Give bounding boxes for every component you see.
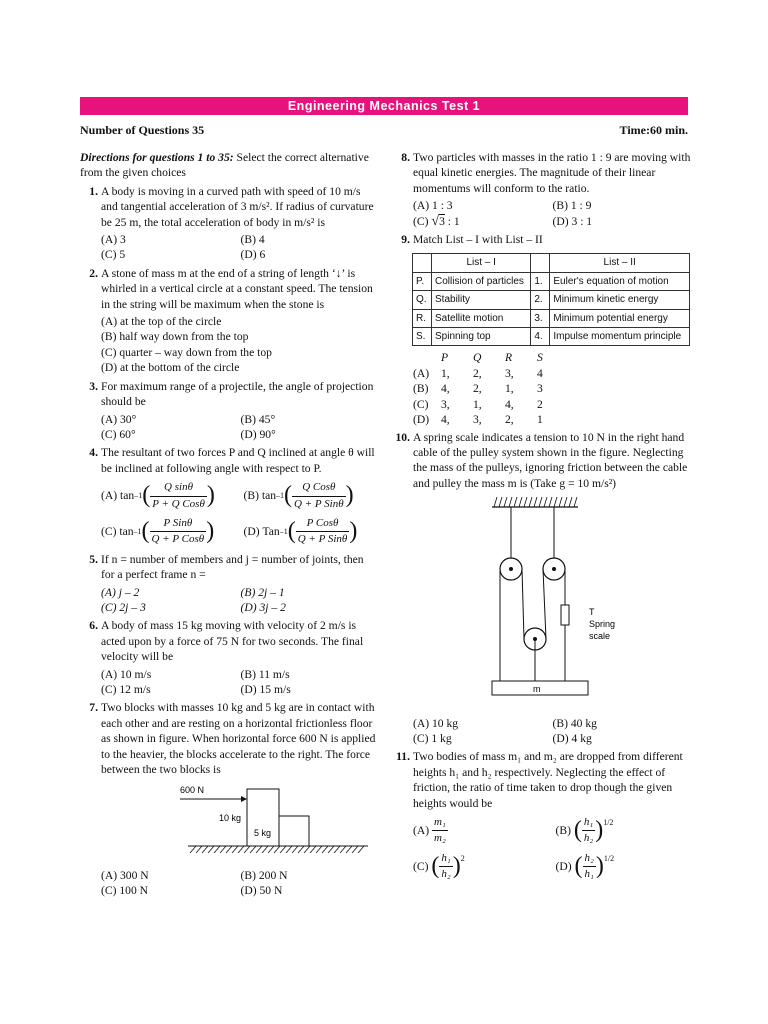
tension-label: T: [589, 607, 595, 618]
tan-label: tan: [119, 525, 134, 539]
option-b[interactable]: (B) ( $\frac{\text{h₁}}{\text{h₂}}$ ) $^{1/2}$: [556, 815, 693, 847]
spring-scale: [561, 605, 569, 625]
option-ratio: : 1: [447, 214, 460, 228]
denominator: h₂: [583, 832, 594, 845]
numerator: Q Cosθ: [292, 480, 346, 496]
match-table-header: [413, 254, 690, 272]
option-label: (C): [413, 859, 429, 873]
option-label: (D): [243, 525, 260, 539]
code-cell: 3,: [505, 366, 514, 380]
code-cell: 3,: [441, 397, 450, 411]
row-match: Minimum potential energy: [550, 309, 690, 327]
denominator: Q + P Cosθ: [151, 533, 205, 546]
option-d[interactable]: (D) Tan –1 ( $\frac{\text{P Cosθ}}{\text{Q + P Sinθ}}$ ): [244, 516, 381, 548]
option-c[interactable]: [413, 397, 692, 412]
block-5kg-label: 5 kg: [254, 828, 272, 839]
cable: [543, 569, 546, 639]
question-8: [392, 150, 692, 196]
option-b[interactable]: (B) 1 : 9: [552, 199, 592, 213]
question-3: [80, 379, 380, 410]
denominator: Q + P Sinθ: [294, 497, 344, 510]
exponent: 2: [460, 853, 465, 863]
mass-label: m: [533, 684, 541, 695]
numerator: h₂: [583, 851, 596, 867]
option-c[interactable]: (C) 2j – 3: [101, 600, 146, 614]
row-num: 2.: [531, 291, 550, 309]
row-num: 3.: [531, 309, 550, 327]
options-8: [392, 198, 692, 229]
code-cell: 4,: [441, 413, 450, 427]
numerator: h₁: [439, 851, 452, 867]
list2-header: List – II: [550, 254, 690, 272]
question-11: [392, 749, 692, 811]
code-cell: 1,: [473, 397, 482, 411]
code-cell: 2,: [473, 382, 482, 396]
directions-text: Select the correct alternative from the given choices: [80, 151, 369, 180]
options-7: [80, 868, 380, 899]
code-cell: 2,: [505, 413, 514, 427]
code-cell: P: [441, 351, 449, 365]
option-b[interactable]: (B) 4: [240, 233, 265, 247]
code-cell: (D): [413, 413, 430, 427]
question-text: Two blocks with masses 10 kg and 5 kg are in contact with each other and are resting on a horizontal frictionless floor as shown in figure. When horizontal force 600 N is applied to the heavier, the blocks accelerate to the right. The force between the two blocks is: [101, 701, 376, 777]
options-2: [80, 314, 380, 376]
option-a[interactable]: (A) 3: [101, 233, 126, 247]
option-label: (A): [413, 824, 430, 838]
match-table: [412, 253, 690, 346]
option-d[interactable]: [413, 412, 692, 427]
fraction: [292, 480, 346, 512]
option-a[interactable]: (A) j – 2: [101, 585, 140, 599]
floor-hatching: [190, 846, 364, 853]
options-3: [80, 412, 380, 443]
question-number: 5.: [89, 552, 98, 566]
exponent: 1/2: [603, 853, 615, 863]
match-row: [413, 272, 690, 290]
question-number: 6.: [89, 619, 98, 633]
question-text: A body is moving in a curved path with speed of 10 m/s and tangential acceleration of 3 m/s². If radius of curvature be 25 m, the total acceleration of body in m/s² is: [101, 184, 374, 229]
denominator: h₁: [584, 868, 594, 881]
question-text: Two particles with masses in the ratio 1 : 9 are moving with equal kinetic energies. The magnitude of their linear momentums will conform to the ratio.: [413, 151, 691, 195]
option-d[interactable]: (D) 4 kg: [552, 731, 592, 745]
option-c[interactable]: [413, 214, 553, 229]
option-b[interactable]: (B) 2j – 1: [240, 585, 285, 599]
match-codes: [392, 350, 692, 427]
option-label: (A): [101, 489, 118, 503]
question-number: 2.: [89, 266, 98, 280]
fraction: [582, 815, 595, 847]
row-item: Spinning top: [432, 328, 531, 346]
option-a[interactable]: (A) 300 N: [101, 868, 149, 882]
option-a[interactable]: (A) 10 kg: [413, 716, 459, 730]
question-text: Two bodies of mass m₁ and m₂ are dropped from different heights h₁ and h₂ respectively. Neglecting the effect of friction, the ratio of time taken to drop though the given heights would be: [413, 750, 683, 810]
option-c[interactable]: (C) ( $\frac{\text{h₁}}{\text{h₂}}$ ) $^2$: [413, 851, 550, 883]
option-d[interactable]: (D) at the bottom of the circle: [101, 361, 240, 375]
codes-header: [413, 350, 692, 365]
option-c[interactable]: (C) 100 N: [101, 884, 149, 898]
question-number: 10.: [395, 430, 410, 444]
option-b[interactable]: (B) 200 N: [240, 868, 288, 882]
code-cell: Q: [473, 351, 482, 365]
numerator: P Sinθ: [150, 516, 207, 532]
option-label: (B): [243, 489, 259, 503]
code-cell: 4,: [505, 397, 514, 411]
pulley-axle: [509, 567, 513, 571]
option-b[interactable]: (B) half way down from the top: [101, 330, 249, 344]
test-title-banner: Engineering Mechanics Test 1: [80, 97, 688, 115]
block-5kg: [279, 816, 309, 846]
spring-label: Spring: [589, 619, 616, 630]
code-cell: 4,: [441, 382, 450, 396]
scale-label: scale: [589, 631, 611, 642]
question-text: A spring scale indicates a tension to 10 N in the right hand cable of the pulley system shown in the figure. Neglecting the mass of the pulleys, ignoring friction between the cable and pulley the mass m is (Take g = 10 m/s²): [413, 430, 688, 490]
option-c[interactable]: (C) 1 kg: [413, 731, 452, 745]
question-number: 1.: [89, 184, 98, 198]
code-cell: [413, 350, 441, 365]
option-d[interactable]: (D) 3 : 1: [552, 214, 593, 228]
numerator: m₁: [432, 815, 448, 831]
code-cell: R: [505, 351, 513, 365]
row-match: Euler's equation of motion: [550, 272, 690, 290]
fraction: [583, 851, 596, 883]
option-label: (C): [413, 214, 429, 228]
fraction: [150, 516, 207, 548]
code-cell: 1: [537, 413, 543, 427]
question-5: [80, 552, 380, 583]
question-number: 8.: [401, 151, 410, 164]
option-a[interactable]: [413, 815, 550, 847]
match-row: [413, 291, 690, 309]
blank-cell: [531, 254, 550, 272]
row-item: Collision of particles: [432, 272, 531, 290]
fraction: [296, 516, 350, 548]
cable: [522, 569, 524, 639]
option-label: (B): [555, 824, 571, 838]
code-cell: S: [537, 351, 543, 365]
question-text: For maximum range of a projectile, the angle of projection should be: [101, 379, 374, 409]
option-d[interactable]: (D) 15 m/s: [240, 683, 291, 696]
code-cell: 1,: [505, 382, 514, 396]
option-c[interactable]: (C) 12 m/s: [101, 683, 151, 696]
row-key: R.: [413, 309, 432, 327]
block-10kg-label: 10 kg: [219, 813, 242, 824]
time-limit: Time:60 min.: [619, 123, 688, 137]
row-match: Impulse momentum principle: [550, 328, 690, 346]
question-4: [80, 445, 380, 476]
option-c[interactable]: (C) 60°: [101, 427, 136, 441]
question-number: 9.: [401, 233, 410, 247]
denominator: P + Q Cosθ: [152, 497, 205, 510]
numerator: P Cosθ: [296, 516, 350, 532]
question-1: [80, 184, 380, 230]
denominator: Q + P Sinθ: [297, 533, 348, 546]
force-label: 600 N: [180, 785, 205, 796]
code-cell: 2,: [473, 366, 482, 380]
question-6: [80, 618, 380, 664]
blank-cell: [413, 254, 432, 272]
denominator: h₂: [441, 868, 451, 881]
option-a[interactable]: (A) tan –1 ( $\frac{\text{Q sinθ}}{\text{P + Q Cosθ}}$ ): [101, 480, 238, 512]
option-c[interactable]: (C) quarter – way down from the top: [101, 345, 272, 359]
row-num: 1.: [531, 272, 550, 290]
sqrt-radicand: 3: [439, 214, 445, 228]
option-d[interactable]: (D) 90°: [240, 427, 276, 441]
directions: [80, 150, 380, 181]
tan-label: tan: [120, 489, 135, 503]
option-b[interactable]: (B) 40 kg: [552, 716, 597, 730]
pulley-axle: [552, 567, 556, 571]
row-item: Stability: [432, 291, 531, 309]
options-11-row2: [392, 851, 692, 883]
code-cell: 3: [537, 382, 543, 396]
code-cell: (B): [413, 382, 429, 396]
question-number: 3.: [89, 379, 98, 393]
tan-label: tan: [261, 489, 277, 503]
question-2: [80, 266, 380, 312]
row-item: Satellite motion: [432, 309, 531, 327]
option-b[interactable]: [413, 381, 692, 396]
question-9: [392, 232, 692, 247]
question-text: A stone of mass m at the end of a string of length ‘↓’ is whirled in a vertical circle at a constant speed. The tension in the string will be maximum when the stone is: [101, 266, 373, 311]
row-key: S.: [413, 328, 432, 346]
question-text: The resultant of two forces P and Q inclined at angle θ will be inclined at following angle with respect to P.: [101, 446, 375, 475]
blocks-figure: [80, 779, 380, 859]
question-text: A body of mass 15 kg moving with velocity of 2 m/s is acted upon by a force of 75 N for two seconds. The final velocity will be: [101, 619, 364, 664]
option-a[interactable]: (A) 30°: [101, 412, 137, 426]
option-d[interactable]: (D) 50 N: [240, 884, 283, 898]
options-10: [392, 716, 692, 747]
exponent: 1/2: [603, 817, 614, 827]
fraction: [439, 851, 452, 883]
denominator: m₂: [434, 832, 446, 845]
numerator: Q sinθ: [150, 480, 207, 496]
option-a[interactable]: (A) at the top of the circle: [101, 315, 222, 329]
option-d[interactable]: (D) ( $\frac{\text{h₂}}{\text{h₁}}$ ) $^{1/2}$: [556, 851, 693, 883]
question-10: [392, 430, 692, 492]
row-key: P.: [413, 272, 432, 290]
question-7: [80, 700, 380, 777]
fraction: [150, 480, 207, 512]
question-number: 11.: [396, 750, 410, 764]
option-a[interactable]: (A) 10 m/s: [101, 667, 152, 681]
options-4-row1: [80, 480, 380, 512]
inverse-sup: –1: [279, 527, 288, 537]
inverse-sup: –1: [276, 491, 285, 501]
option-d[interactable]: (D) 3j – 2: [240, 600, 286, 614]
option-b[interactable]: (B) tan –1 ( $\frac{\text{Q Cosθ}}{\text{Q + P Sinθ}}$ ): [244, 480, 381, 512]
inverse-sup: –1: [133, 527, 142, 537]
options-5: [80, 585, 380, 616]
options-1: [80, 232, 380, 263]
row-num: 4.: [531, 328, 550, 346]
options-11-row1: [392, 815, 692, 847]
directions-label: Directions for questions 1 to 35:: [80, 151, 234, 164]
question-number: 4.: [89, 446, 98, 460]
left-column: [80, 150, 380, 902]
fraction: [432, 815, 448, 847]
row-match: Minimum kinetic energy: [550, 291, 690, 309]
option-b[interactable]: (B) 11 m/s: [240, 667, 290, 681]
option-c[interactable]: (C) 5: [101, 248, 126, 262]
option-d[interactable]: (D) 6: [240, 248, 266, 262]
sqrt-icon: √: [431, 213, 440, 229]
pulley-figure: [392, 493, 692, 711]
tan-label: Tan: [262, 525, 280, 539]
code-cell: 3,: [473, 413, 482, 427]
option-label: (C): [101, 525, 117, 539]
row-key: Q.: [413, 291, 432, 309]
code-cell: 2: [537, 397, 543, 411]
inverse-sup: –1: [134, 491, 143, 501]
question-text: Match List – I with List – II: [413, 233, 543, 247]
option-label: (D): [555, 859, 572, 873]
question-number: 7.: [89, 701, 98, 715]
option-c[interactable]: (C) tan –1 ( $\frac{\text{P Sinθ}}{\text{Q + P Cosθ}}$ ): [101, 516, 238, 548]
code-cell: 4: [537, 366, 543, 380]
option-a[interactable]: (A) 1 : 3: [413, 199, 453, 213]
option-b[interactable]: (B) 45°: [240, 412, 276, 426]
list1-header: List – I: [432, 254, 531, 272]
options-6: [80, 667, 380, 698]
options-4-row2: [80, 516, 380, 548]
question-text: If n = number of members and j = number of joints, then for a perfect frame n =: [101, 552, 364, 582]
match-row: [413, 309, 690, 327]
code-cell: 1,: [441, 366, 450, 380]
option-a[interactable]: [413, 366, 692, 381]
question-count: Number of Questions 35: [80, 123, 205, 137]
code-cell: (C): [413, 397, 429, 411]
ceiling-hatching: [494, 497, 577, 507]
code-cell: (A): [413, 366, 430, 380]
match-row: [413, 328, 690, 346]
numerator: h₁: [582, 815, 595, 831]
right-column: [392, 150, 692, 887]
